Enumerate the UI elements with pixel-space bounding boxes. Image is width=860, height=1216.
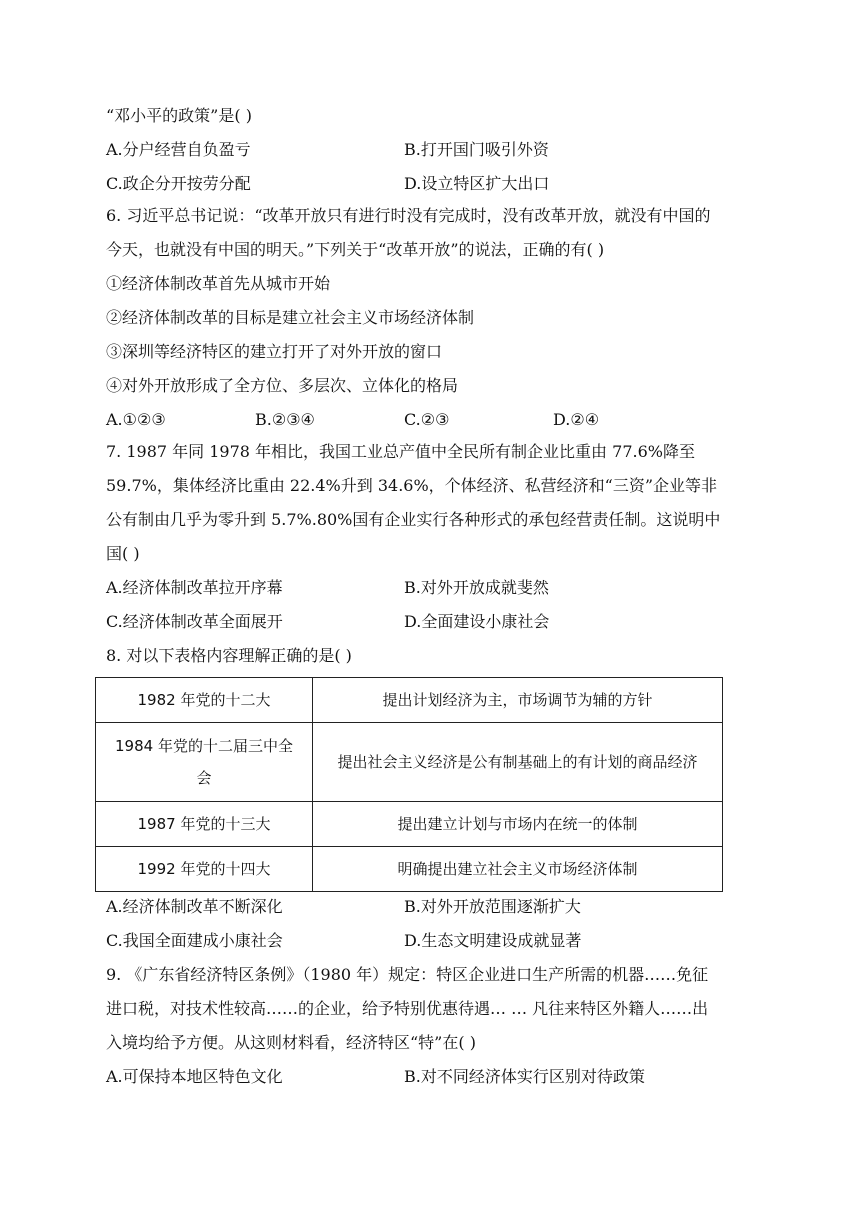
q8-option-b: B.对外开放范围逐渐扩大	[404, 897, 581, 916]
q9-option-b: B.对不同经济体实行区别对待政策	[404, 1067, 645, 1086]
q7-stem-line-2: 59.7%，集体经济比重由 22.4%升到 34.6%，个体经济、私营经济和“三资”企业等非	[106, 476, 718, 495]
q7-option-b: B.对外开放成就斐然	[404, 578, 549, 597]
q7-stem-line-1: 7. 1987 年同 1978 年相比，我国工业总产值中全民所有制企业比重由 77.6%降至	[106, 442, 695, 461]
q9-stem-line-3: 入境均给予方便。从这则材料看，经济特区“特”在( )	[106, 1033, 476, 1052]
table-row	[96, 678, 723, 723]
table-cell-meeting: 1984 年党的十二届三中全会	[96, 723, 313, 802]
q9-option-a: A.可保持本地区特色文化	[106, 1067, 283, 1086]
q5-option-c: C.政企分开按劳分配	[106, 174, 251, 193]
q6-option-a: A.①②③	[106, 410, 166, 429]
q5-option-d: D.设立特区扩大出口	[404, 174, 550, 193]
q6-statement-4: ④对外开放形成了全方位、多层次、立体化的格局	[106, 376, 459, 395]
q7-stem-line-4: 国( )	[106, 544, 140, 563]
q5-stem: “邓小平的政策”是( )	[106, 106, 252, 125]
q6-statement-1: ①经济体制改革首先从城市开始	[106, 274, 331, 293]
q6-statement-3: ③深圳等经济特区的建立打开了对外开放的窗口	[106, 342, 443, 361]
q6-option-b: B.②③④	[255, 410, 315, 429]
q7-option-c: C.经济体制改革全面展开	[106, 612, 283, 631]
table-cell-content: 提出计划经济为主，市场调节为辅的方针	[313, 678, 723, 723]
q8-option-c: C.我国全面建成小康社会	[106, 931, 283, 950]
q7-option-a: A.经济体制改革拉开序幕	[106, 578, 283, 597]
table-cell-content: 明确提出建立社会主义市场经济体制	[313, 847, 723, 892]
q6-stem-line-1: 6. 习近平总书记说：“改革开放只有进行时没有完成时，没有改革开放，就没有中国的	[106, 206, 711, 225]
q9-stem-line-1: 9. 《广东省经济特区条例》（1980 年）规定：特区企业进口生产所需的机器……免征	[106, 965, 709, 984]
q8-option-d: D.生态文明建设成就显著	[404, 931, 582, 950]
table-row	[96, 723, 723, 802]
q7-option-d: D.全面建设小康社会	[404, 612, 550, 631]
table-cell-meeting: 1987 年党的十三大	[96, 802, 313, 847]
table-cell-content: 提出社会主义经济是公有制基础上的有计划的商品经济	[313, 723, 723, 802]
q6-stem-line-2: 今天，也就没有中国的明天。”下列关于“改革开放”的说法，正确的有( )	[106, 240, 605, 259]
q8-table	[95, 677, 723, 892]
q6-option-c: C.②③	[404, 410, 450, 429]
q7-stem-line-3: 公有制由几乎为零升到 5.7%.80%国有企业实行各种形式的承包经营责任制。这说明中	[106, 510, 721, 529]
q8-stem: 8. 对以下表格内容理解正确的是( )	[106, 646, 352, 665]
q9-stem-line-2: 进口税，对技术性较高……的企业，给予特别优惠待遇… … 凡往来特区外籍人……出	[106, 999, 709, 1018]
table-row	[96, 802, 723, 847]
q5-option-b: B.打开国门吸引外资	[404, 140, 549, 159]
q5-option-a: A.分户经营自负盈亏	[106, 140, 251, 159]
table-cell-meeting: 1982 年党的十二大	[96, 678, 313, 723]
table-cell-meeting: 1992 年党的十四大	[96, 847, 313, 892]
table-cell-content: 提出建立计划与市场内在统一的体制	[313, 802, 723, 847]
table-row	[96, 847, 723, 892]
q8-option-a: A.经济体制改革不断深化	[106, 897, 283, 916]
q6-statement-2: ②经济体制改革的目标是建立社会主义市场经济体制	[106, 308, 475, 327]
q6-option-d: D.②④	[553, 410, 600, 429]
